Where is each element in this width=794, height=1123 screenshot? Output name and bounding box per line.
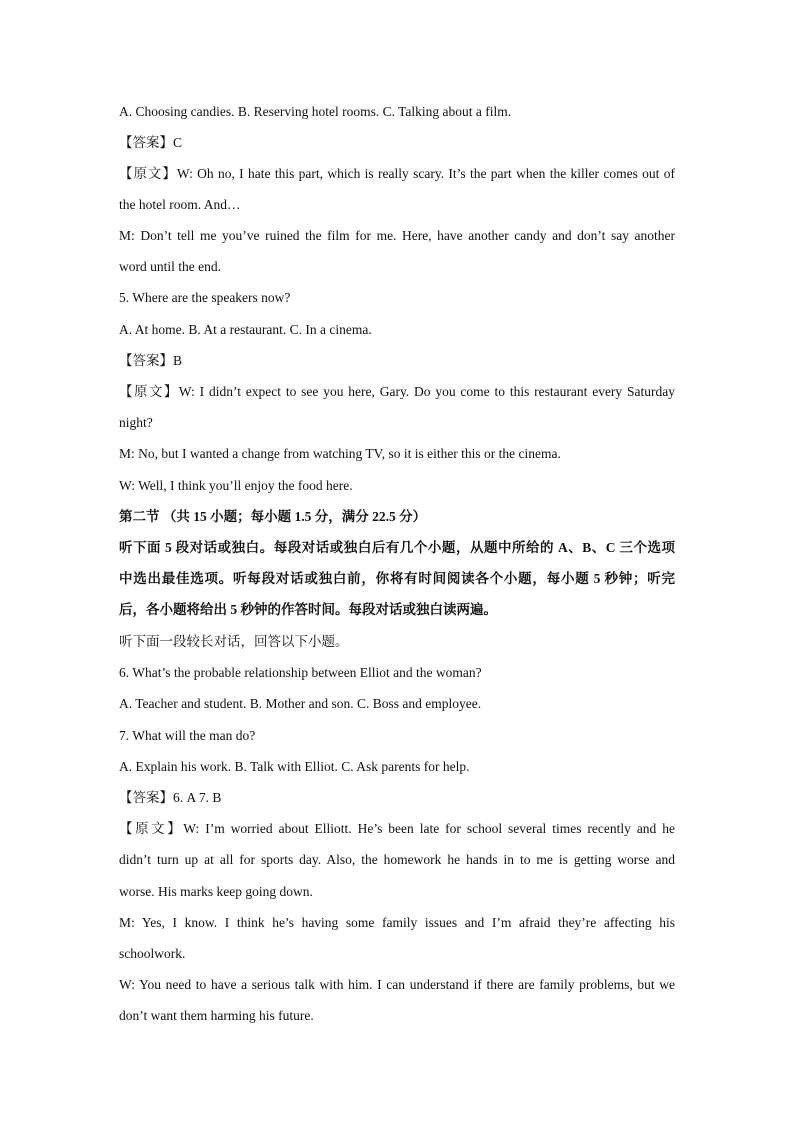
text-line: A. Explain his work. B. Talk with Elliot. C. Ask parents for help.	[119, 759, 470, 774]
text-line: 6. What’s the probable relationship between Elliot and the woman?	[119, 665, 482, 680]
text-line: W: You need to have a serious talk with him. I can understand if there are family problems, but we	[119, 977, 675, 992]
text-line: 后，各小题将给出 5 秒钟的作答时间。每段对话或独白读两遍。	[119, 602, 497, 617]
text-line: 5. Where are the speakers now?	[119, 290, 291, 305]
text-line: the hotel room. And…	[119, 197, 241, 212]
text-line: 第二节 （共 15 小题；每小题 1.5 分，满分 22.5 分）	[119, 509, 427, 524]
text-line: 【答案】B	[119, 353, 183, 368]
text-line: 听下面一段较长对话，回答以下小题。	[119, 634, 349, 649]
text-line: night?	[119, 415, 153, 430]
text-line: worse. His marks keep going down.	[119, 884, 313, 899]
text-line: M: Don’t tell me you’ve ruined the film for me. Here, have another candy and don’t say another	[119, 228, 675, 243]
text-line: 【原文】W: I’m worried about Elliott. He’s been late for school several times recently and he	[119, 821, 675, 836]
text-line: 听下面 5 段对话或独白。每段对话或独白后有几个小题，从题中所给的 A、B、C 三个选项	[119, 540, 675, 555]
text-line: A. At home. B. At a restaurant. C. In a cinema.	[119, 322, 372, 337]
text-line: don’t want them harming his future.	[119, 1008, 314, 1023]
text-line: schoolwork.	[119, 946, 186, 961]
text-line: 【原文】W: Oh no, I hate this part, which is really scary. It’s the part when the killer comes out of	[119, 166, 675, 181]
text-line: A. Choosing candies. B. Reserving hotel rooms. C. Talking about a film.	[119, 104, 512, 119]
text-line: word until the end.	[119, 259, 221, 274]
text-line: M: Yes, I know. I think he’s having some family issues and I’m afraid they’re affecting his	[119, 915, 675, 930]
text-line: 7. What will the man do?	[119, 728, 256, 743]
text-line: 【原文】W: I didn’t expect to see you here, Gary. Do you come to this restaurant every Saturday	[119, 384, 675, 399]
text-line: 中选出最佳选项。听每段对话或独白前，你将有时间阅读各个小题，每小题 5 秒钟；听完	[119, 571, 675, 586]
text-line: A. Teacher and student. B. Mother and son. C. Boss and employee.	[119, 696, 482, 711]
text-line: 【答案】6. A 7. B	[119, 790, 222, 805]
text-line: M: No, but I wanted a change from watching TV, so it is either this or the cinema.	[119, 446, 561, 461]
text-line: 【答案】C	[119, 135, 183, 150]
text-line: W: Well, I think you’ll enjoy the food here.	[119, 478, 353, 493]
text-line: didn’t turn up at all for sports day. Also, the homework he hands in to me is getting worse and	[119, 852, 675, 867]
